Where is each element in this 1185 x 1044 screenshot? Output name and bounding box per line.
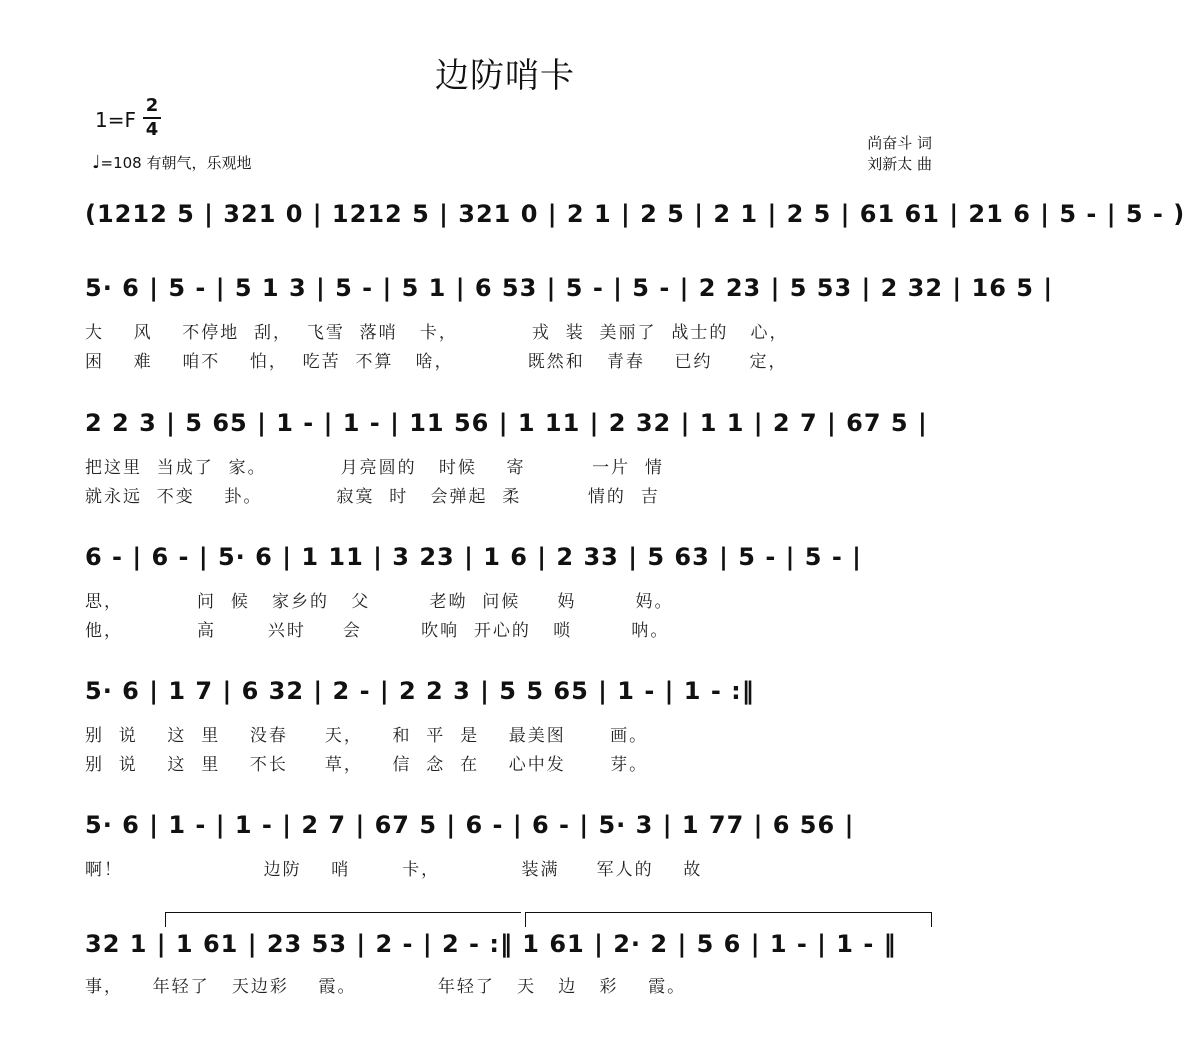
quarter-note-icon: ♩	[92, 152, 101, 173]
lyrics-verse-1: 啊！ 边防 哨 卡， 装满 军人的 故	[85, 860, 703, 880]
lyricist: 尚奋斗 词	[867, 134, 932, 152]
lyrics-verse-1: 大 风 不停地 刮， 飞雪 落哨 卡， 戎 装 美丽了 战士的 心，	[85, 323, 789, 343]
song-title: 边防哨卡	[435, 56, 575, 96]
expression-marking: 有朝气，乐观地	[146, 154, 252, 172]
credits	[867, 133, 932, 175]
music-row-2	[0, 258, 1054, 388]
music-row-4	[0, 527, 1010, 657]
music-row-5	[0, 661, 1010, 791]
music-row-7	[0, 912, 1010, 1042]
lyrics-verse-1: 事， 年轻了 天边彩 霞。 年轻了 天 边 彩 霞。	[85, 977, 687, 997]
key-signature: 1=F	[95, 108, 136, 132]
notation-line: 5· 6 | 1 7 | 6 32 | 2 - | 2 2 3 | 5 5 65 | 1 - | 1 - :‖	[85, 677, 755, 705]
notation-line: 5· 6 | 5 - | 5 1 3 | 5 - | 5 1 | 6 53 | 5 - | 5 - | 2 23 | 5 53 | 2 32 | 16 5 |	[85, 274, 1054, 302]
time-signature-top: 2	[145, 95, 159, 116]
lyrics-verse-2: 就永远 不变 卦。 寂寞 时 会弹起 柔 情的 吉	[85, 487, 660, 507]
composer: 刘新太 曲	[867, 155, 932, 173]
lyrics-verse-1: 把这里 当成了 家。 月亮圆的 时候 寄 一片 情	[85, 458, 664, 478]
tempo-marking	[92, 152, 252, 173]
notation-line: 5· 6 | 1 - | 1 - | 2 7 | 67 5 | 6 - | 6 - | 5· 3 | 1 77 | 6 56 |	[85, 811, 855, 839]
time-signature	[143, 96, 161, 140]
notation-line: 2 2 3 | 5 65 | 1 - | 1 - | 11 56 | 1 11 | 2 32 | 1 1 | 2 7 | 67 5 |	[85, 409, 928, 437]
time-signature-bottom: 4	[145, 119, 159, 140]
notation-line: 6 - | 6 - | 5· 6 | 1 11 | 3 23 | 1 6 | 2 33 | 5 63 | 5 - | 5 - |	[85, 543, 862, 571]
notation-line: 32 1 | 1 61 | 23 53 | 2 - | 2 - :‖ 1 61 | 2· 2 | 5 6 | 1 - | 1 - ‖	[85, 930, 897, 958]
lyrics-verse-1: 别 说 这 里 没春 天， 和 平 是 最美图 画。	[85, 726, 649, 746]
lyrics-verse-2: 困 难 咱不 怕， 吃苦 不算 啥， 既然和 青春 已约 定，	[85, 352, 788, 372]
music-row-3	[0, 393, 1010, 523]
lyrics-verse-1: 思， 问 候 家乡的 父 老呦 问候 妈 妈。	[85, 592, 674, 612]
tempo-value: =108	[100, 154, 142, 172]
lyrics-verse-2: 他， 高 兴时 会 吹响 开心的 唢 呐。	[85, 621, 670, 641]
lyrics-verse-2: 别 说 这 里 不长 草， 信 念 在 心中发 芽。	[85, 755, 649, 775]
notation-line: (1212 5 | 321 0 | 1212 5 | 321 0 | 2 1 | 2 5 | 2 1 | 2 5 | 61 61 | 21 6 | 5 - | 5 - )	[85, 200, 1185, 228]
music-row-6	[0, 795, 1010, 925]
